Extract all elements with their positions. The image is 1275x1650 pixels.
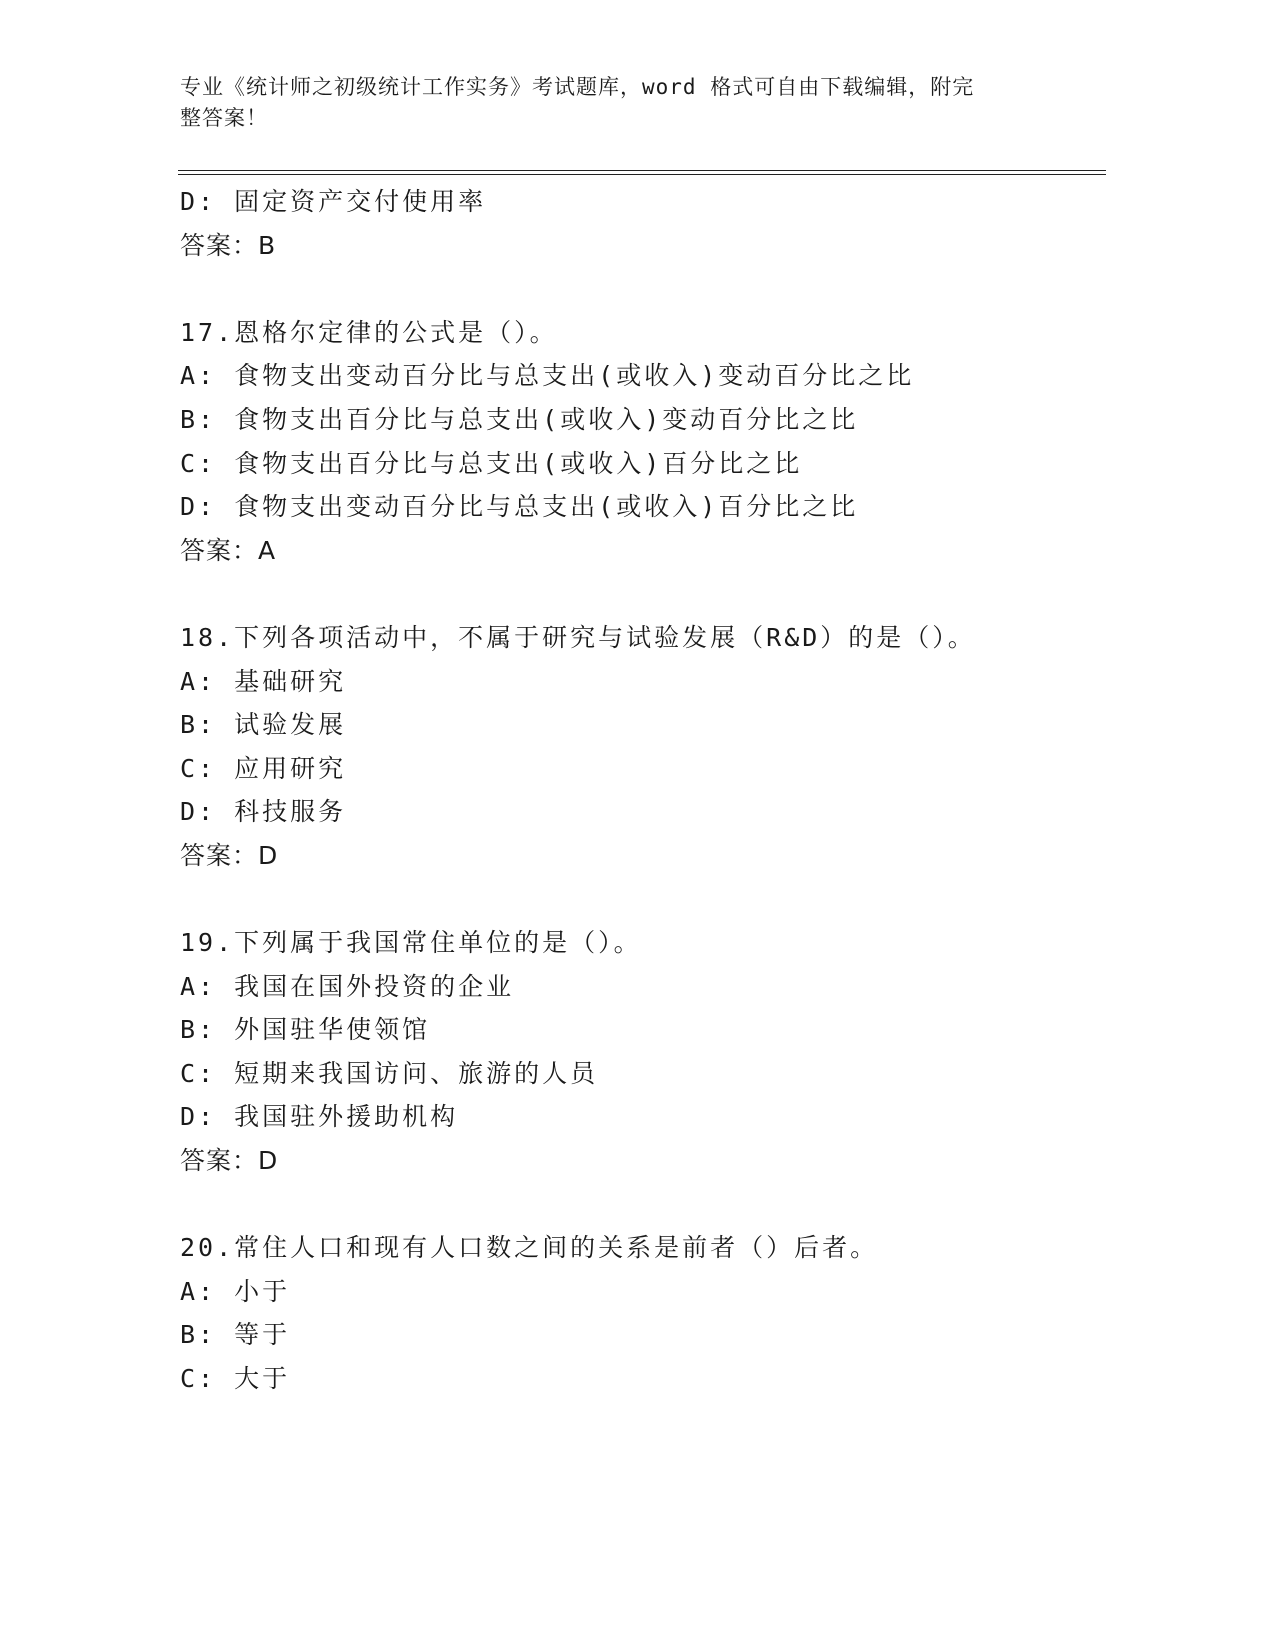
question-18 (180, 616, 1110, 878)
question-list (180, 180, 1110, 1401)
option-a: A: 小于 (180, 1276, 291, 1306)
option-a: A: 基础研究 (180, 666, 347, 696)
option-a: A: 我国在国外投资的企业 (180, 971, 515, 1001)
question-stem: 18.下列各项活动中，不属于研究与试验发展（R&D）的是（）。 (180, 622, 976, 652)
option-b: B: 试验发展 (180, 710, 347, 740)
question-stem: 17.恩格尔定律的公式是（）。 (180, 317, 558, 347)
spacer (180, 572, 1110, 616)
option-b: B: 外国驻华使领馆 (180, 1015, 431, 1045)
header-divider-bottom (178, 174, 1106, 175)
question-19 (180, 921, 1110, 1183)
option-b: B: 食物支出百分比与总支出(或收入)变动百分比之比 (180, 404, 859, 434)
question-stem: 20.常住人口和现有人口数之间的关系是前者（）后者。 (180, 1233, 879, 1263)
document-header (180, 72, 1040, 134)
option-c: C: 大于 (180, 1364, 291, 1394)
option-c: C: 应用研究 (180, 753, 347, 783)
question-17 (180, 311, 1110, 573)
answer-text: 答案：D (180, 840, 279, 870)
option-d: D: 科技服务 (180, 797, 347, 827)
option-b: B: 等于 (180, 1320, 291, 1350)
option-a: A: 食物支出变动百分比与总支出(或收入)变动百分比之比 (180, 361, 915, 391)
spacer (180, 267, 1110, 311)
answer-text: 答案：D (180, 1146, 279, 1176)
answer-text: 答案：A (180, 535, 277, 565)
option-d: D: 我国驻外援助机构 (180, 1102, 459, 1132)
question-stem: 19.下列属于我国常住单位的是（）。 (180, 928, 642, 958)
spacer (180, 878, 1110, 922)
header-line-2: 整答案！ (180, 106, 268, 130)
spacer (180, 1183, 1110, 1227)
option-c: C: 短期来我国访问、旅游的人员 (180, 1058, 599, 1088)
answer-text: 答案：B (180, 230, 277, 260)
header-divider-top (178, 170, 1106, 171)
option-d: D: 固定资产交付使用率 (180, 187, 487, 216)
option-d: D: 食物支出变动百分比与总支出(或收入)百分比之比 (180, 492, 859, 522)
header-line-1: 专业《统计师之初级统计工作实务》考试题库，word 格式可自由下载编辑，附完 (180, 75, 975, 99)
option-c: C: 食物支出百分比与总支出(或收入)百分比之比 (180, 448, 803, 478)
question-20 (180, 1226, 1110, 1400)
